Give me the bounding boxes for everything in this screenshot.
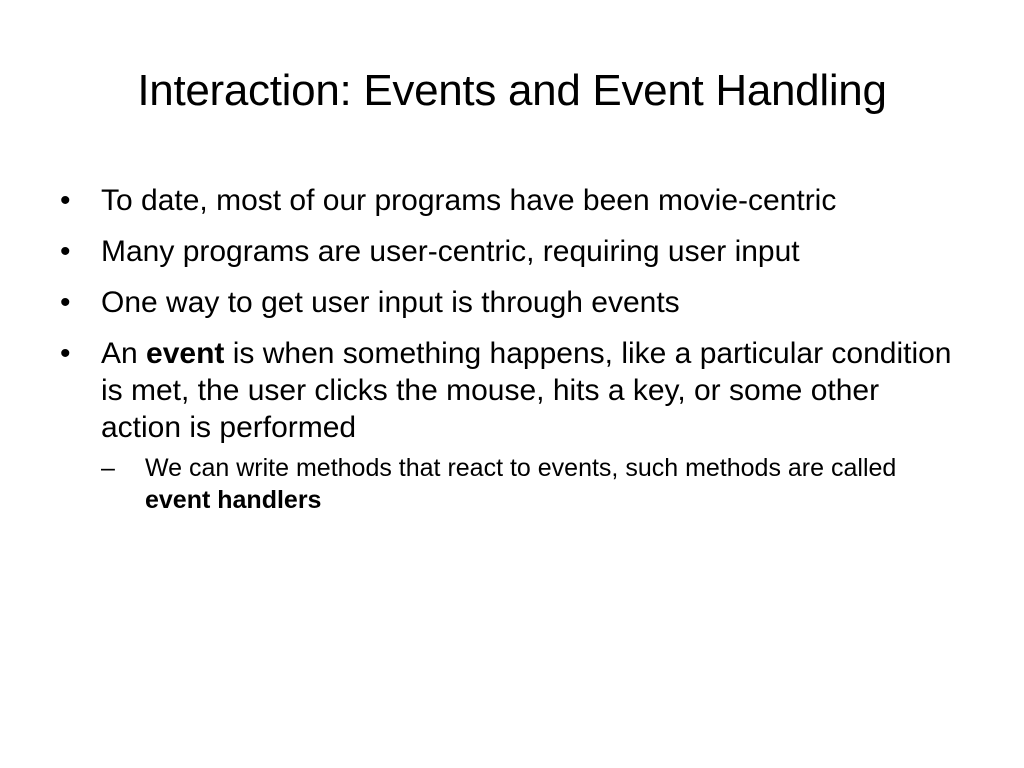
bullet-marker: • xyxy=(60,235,71,268)
bullet-text-suffix: is when something happens, like a particular condition is met, the user clicks the mouse, hits a key, or some other action is performed xyxy=(101,337,952,444)
sub-bullet-item xyxy=(101,452,960,516)
bullet-marker: • xyxy=(60,286,71,319)
slide-title: Interaction: Events and Event Handling xyxy=(137,66,887,115)
bullet-item xyxy=(60,335,960,516)
bullet-marker: • xyxy=(60,184,71,217)
sub-bullet-text xyxy=(145,454,896,514)
bullet-text-prefix: An xyxy=(101,337,147,370)
sub-bullet-list xyxy=(101,452,960,516)
bullet-marker: • xyxy=(60,337,71,370)
sub-bullet-bold-term: event handlers xyxy=(145,486,322,514)
bullet-bold-term: event xyxy=(146,337,225,370)
sub-bullet-marker: – xyxy=(101,454,115,482)
bullet-item xyxy=(60,284,960,321)
bullet-text: One way to get user input is through events xyxy=(101,286,680,319)
bullet-text: To date, most of our programs have been movie-centric xyxy=(101,184,837,217)
sub-bullet-text-prefix: We can write methods that react to events, such methods are called xyxy=(145,454,897,482)
bullet-item xyxy=(60,182,960,219)
bullet-item xyxy=(60,233,960,270)
bullet-list xyxy=(60,182,960,530)
bullet-text xyxy=(101,337,952,444)
bullet-text: Many programs are user-centric, requiring user input xyxy=(101,235,800,268)
